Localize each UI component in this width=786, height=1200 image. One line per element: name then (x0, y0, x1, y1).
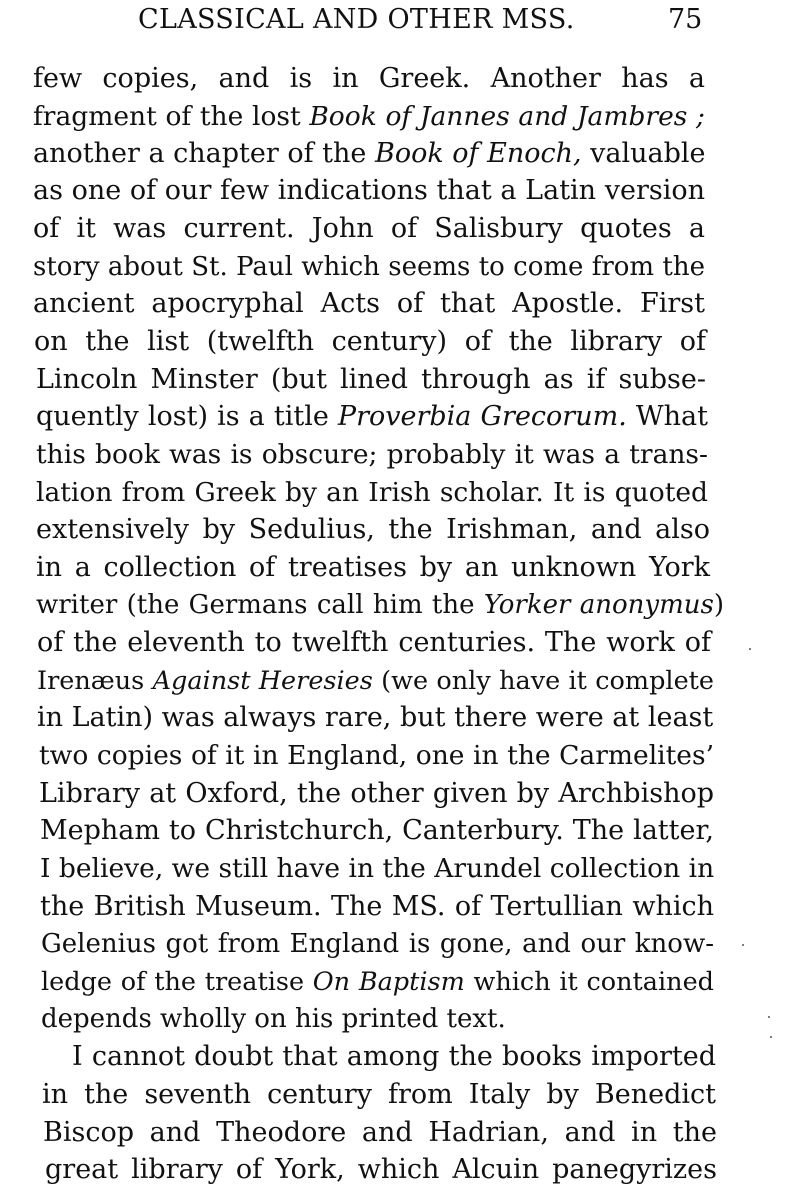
text-run: the British Museum. The MS. of Tertullian which (40, 891, 714, 922)
text-run: Biscop and Theodore and Hadrian, and in the (43, 1117, 717, 1148)
text-line (72, 1038, 716, 1076)
italic-title: On Baptism (312, 967, 465, 997)
text-line (36, 398, 708, 436)
text-run: story about St. Paul which seems to come from the (33, 252, 705, 282)
text-run: few copies, and is in Greek. Another has a (33, 63, 705, 94)
text-run: of the eleventh to twelfth centuries. The work of (37, 627, 711, 658)
text-run: Mepham to Christchurch, Canterbury. The latter, (40, 815, 714, 846)
text-run: lation from Greek by an Irish scholar. It is quoted (36, 477, 708, 508)
text-line (33, 285, 705, 323)
text-run: which it contained (464, 967, 714, 997)
text-run: as one of our few indications that a Latin version (33, 175, 705, 206)
text-run: I believe, we still have in the Arundel collection in (40, 853, 715, 884)
text-line (33, 60, 705, 98)
text-line (33, 135, 705, 173)
text-line (39, 775, 714, 813)
page-number: 75 (668, 4, 703, 35)
text-run: depends wholly on his printed text. (41, 1004, 506, 1034)
text-run: ) (713, 590, 724, 620)
text-line (36, 474, 708, 512)
text-line (33, 172, 705, 210)
text-run: What (626, 401, 708, 432)
text-run: Irenæus (37, 666, 153, 696)
text-line (40, 888, 714, 926)
text-run: I cannot doubt that among the books imported (72, 1041, 716, 1072)
text-line (36, 436, 708, 474)
text-line (41, 1000, 511, 1038)
text-line (40, 812, 714, 850)
text-run: extensively by Sedulius, the Irishman, and also (36, 514, 710, 545)
text-line (37, 699, 713, 737)
italic-title: Yorker anonymus (483, 590, 714, 620)
text-line (36, 361, 706, 399)
text-run: ancient apocryphal Acts of that Apostle. First (33, 288, 705, 319)
text-run: ledge of the treatise (41, 967, 313, 997)
running-title: CLASSICAL AND OTHER MSS. (138, 4, 575, 35)
text-run: (we only have it complete (372, 666, 714, 696)
text-run: on the list (twelfth century) of the library of (34, 326, 706, 357)
italic-title: Proverbia Grecorum. (337, 401, 627, 432)
text-run: valuable (581, 138, 706, 169)
ink-speck (742, 944, 744, 946)
text-run: in the seventh century from Italy by Benedict (42, 1079, 716, 1110)
text-line (40, 850, 713, 888)
text-line (45, 1151, 717, 1189)
text-run: in a collection of treatises by an unknown York (36, 552, 710, 583)
running-head (0, 4, 786, 44)
text-line (43, 1114, 717, 1152)
text-line (37, 624, 711, 662)
text-line (33, 98, 705, 136)
text-line (37, 662, 714, 700)
text-run: two copies of it in England, one in the Carmelites’ (39, 740, 714, 771)
text-run: Gelenius got from England is gone, and our know- (41, 929, 714, 959)
italic-title: Against Heresies (152, 666, 373, 696)
ink-speck (768, 1016, 770, 1018)
text-run: writer (the Germans call him the (36, 590, 484, 620)
text-line (36, 549, 710, 587)
text-run: Lincoln Minster (but lined through as if subse- (36, 364, 706, 395)
text-run: of it was current. John of Salisbury quotes a (33, 213, 705, 244)
ink-speck (770, 1036, 772, 1038)
text-run: great library of York, which Alcuin panegyrizes (45, 1154, 717, 1185)
text-run: in Latin) was always rare, but there were at least (37, 702, 714, 733)
text-line (41, 963, 714, 1001)
text-line (36, 586, 724, 624)
text-line (39, 737, 714, 775)
text-run: Library at Oxford, the other given by Archbishop (39, 778, 714, 809)
ink-speck (749, 648, 751, 650)
text-line (41, 925, 714, 963)
text-run: another a chapter of the (33, 138, 375, 169)
text-line (33, 248, 705, 286)
italic-title: Book of Jannes and Jambres ; (309, 101, 705, 132)
text-line (34, 323, 706, 361)
text-line (42, 1076, 716, 1114)
text-run: quently lost) is a title (36, 401, 338, 432)
text-line (33, 210, 705, 248)
text-line (36, 511, 710, 549)
text-run: fragment of the lost (33, 101, 310, 132)
text-run: this book was is obscure; probably it was a trans- (36, 439, 708, 470)
italic-title: Book of Enoch, (374, 138, 582, 169)
